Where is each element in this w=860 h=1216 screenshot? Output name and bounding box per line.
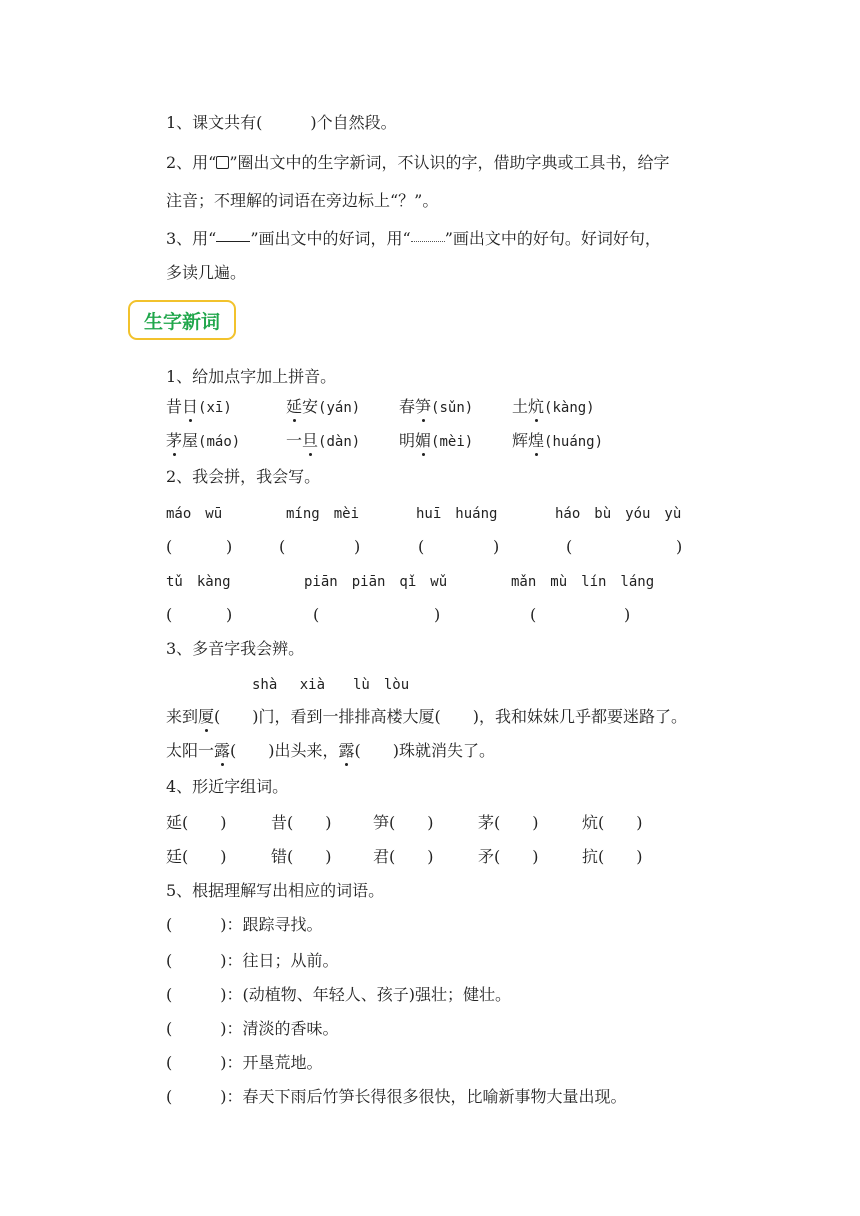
q1-item — [166, 430, 240, 453]
q1-dotted-char: 旦 — [302, 431, 319, 450]
q4-item: 错( ) — [271, 847, 332, 866]
q2-title: 2、我会拼，我会写。 — [166, 467, 321, 486]
q3-text: ( )珠就消失了。 — [354, 741, 496, 760]
q1-pinyin: (sǔn) — [431, 400, 474, 416]
q1-text: 昔 — [166, 397, 183, 416]
wavy-underline-icon — [411, 228, 445, 242]
q3-sentence-2 — [166, 740, 495, 762]
q4-item: 延( ) — [166, 813, 227, 832]
q5-title: 5、根据理解写出相应的词语。 — [166, 881, 385, 900]
q1-pinyin: (mèi) — [431, 434, 474, 450]
q3-dotted-char: 厦 — [198, 707, 215, 726]
q4-item: 矛( ) — [478, 847, 539, 866]
q1-item — [512, 430, 603, 453]
answer-bracket-close: ) — [434, 605, 441, 624]
q2-pinyin: mǎn mù lín láng — [511, 574, 655, 590]
square-mark-icon — [216, 156, 229, 169]
answer-bracket-close: ) — [226, 537, 233, 556]
q4-item: 笋( ) — [373, 813, 434, 832]
q1-dotted-char: 延 — [286, 397, 303, 416]
q4-item: 廷( ) — [166, 847, 227, 866]
q1-text: 安 — [302, 397, 319, 416]
answer-bracket-open: ( — [279, 537, 286, 556]
q1-text: 一 — [286, 431, 303, 450]
q5-item: ( )：开垦荒地。 — [166, 1053, 323, 1072]
q1-item — [286, 396, 360, 419]
answer-bracket-open: ( — [566, 537, 573, 556]
q1-item — [399, 396, 473, 419]
section-title: 生字新词 — [128, 300, 236, 340]
q1-item — [166, 396, 232, 419]
q1-dotted-char: 炕 — [528, 397, 545, 416]
answer-bracket-open: ( — [166, 605, 173, 624]
q1-text: 春 — [399, 397, 416, 416]
q3-title: 3、多音字我会辨。 — [166, 639, 305, 658]
q3-text: ( )出头来， — [230, 741, 339, 760]
instruction-3-part-a: 3、用“ — [166, 229, 217, 248]
q3-text: 太阳一 — [166, 741, 215, 760]
q1-text: 辉 — [512, 431, 529, 450]
instruction-1: 1、课文共有( )个自然段。 — [166, 113, 397, 132]
q4-item: 昔( ) — [271, 813, 332, 832]
answer-bracket-close: ) — [354, 537, 361, 556]
answer-bracket-open: ( — [166, 537, 173, 556]
q3-dotted-char: 露 — [338, 741, 355, 760]
q1-title: 1、给加点字加上拼音。 — [166, 367, 337, 386]
instruction-3-part-c: ”画出文中的好句。好词好句， — [444, 229, 661, 248]
instruction-2-part-b: ”圈出文中的生字新词，不认识的字，借助字典或工具书，给字 — [229, 153, 670, 172]
q4-title: 4、形近字组词。 — [166, 777, 289, 796]
q2-pinyin: tǔ kàng — [166, 574, 231, 590]
answer-bracket-open: ( — [313, 605, 320, 624]
instruction-2-part-a: 2、用“ — [166, 153, 217, 172]
q3-text: ( )门，看到一排排高楼大厦( )，我和妹妹几乎都要迷路了。 — [214, 707, 688, 726]
instruction-2-line2: 注音；不理解的词语在旁边标上“？”。 — [166, 191, 439, 210]
answer-bracket-open: ( — [418, 537, 425, 556]
q4-item: 君( ) — [373, 847, 434, 866]
q1-pinyin: (huáng) — [544, 434, 604, 450]
instruction-3-line1 — [166, 228, 661, 250]
answer-bracket-open: ( — [530, 605, 537, 624]
q2-pinyin: háo bù yóu yù — [555, 506, 682, 522]
q5-item: ( )：春天下雨后竹笋长得很多很快，比喻新事物大量出现。 — [166, 1087, 627, 1106]
q1-text: 明 — [399, 431, 416, 450]
q1-item — [512, 396, 595, 419]
q1-text: 屋 — [182, 431, 199, 450]
q1-dotted-char: 媚 — [415, 431, 432, 450]
q4-item: 抗( ) — [582, 847, 643, 866]
answer-bracket-close: ) — [676, 537, 683, 556]
q4-item: 炕( ) — [582, 813, 643, 832]
q3-sentence-1 — [166, 706, 687, 728]
q1-pinyin: (yán) — [318, 400, 361, 416]
q3-pinyin: shà xià lù lòu — [252, 677, 410, 693]
instruction-2-line1 — [166, 152, 670, 174]
q2-pinyin: piān piān qǐ wǔ — [304, 574, 448, 590]
q5-item: ( )：跟踪寻找。 — [166, 915, 323, 934]
answer-bracket-close: ) — [493, 537, 500, 556]
q5-item: ( )：(动植物、年轻人、孩子)强壮；健壮。 — [166, 985, 511, 1004]
answer-bracket-close: ) — [226, 605, 233, 624]
q2-pinyin: máo wū — [166, 506, 223, 522]
straight-underline-icon — [216, 228, 250, 242]
q5-item: ( )：清淡的香味。 — [166, 1019, 339, 1038]
q5-item: ( )：往日；从前。 — [166, 951, 339, 970]
q1-dotted-char: 茅 — [166, 431, 183, 450]
q2-pinyin: huī huáng — [416, 506, 498, 522]
q1-item — [399, 430, 473, 453]
q3-text: 来到 — [166, 707, 199, 726]
instruction-3-part-b: ”画出文中的好词，用“ — [250, 229, 411, 248]
q1-pinyin: (xī) — [198, 400, 232, 416]
q1-pinyin: (máo) — [198, 434, 241, 450]
q1-pinyin: (kàng) — [544, 400, 595, 416]
q1-pinyin: (dàn) — [318, 434, 361, 450]
q1-item — [286, 430, 360, 453]
q1-dotted-char: 日 — [182, 397, 199, 416]
q4-item: 茅( ) — [478, 813, 539, 832]
q2-pinyin: míng mèi — [286, 506, 360, 522]
q1-text: 土 — [512, 397, 529, 416]
q3-dotted-char: 露 — [214, 741, 231, 760]
instruction-3-line2: 多读几遍。 — [166, 263, 247, 282]
q1-dotted-char: 笋 — [415, 397, 432, 416]
answer-bracket-close: ) — [624, 605, 631, 624]
q1-dotted-char: 煌 — [528, 431, 545, 450]
